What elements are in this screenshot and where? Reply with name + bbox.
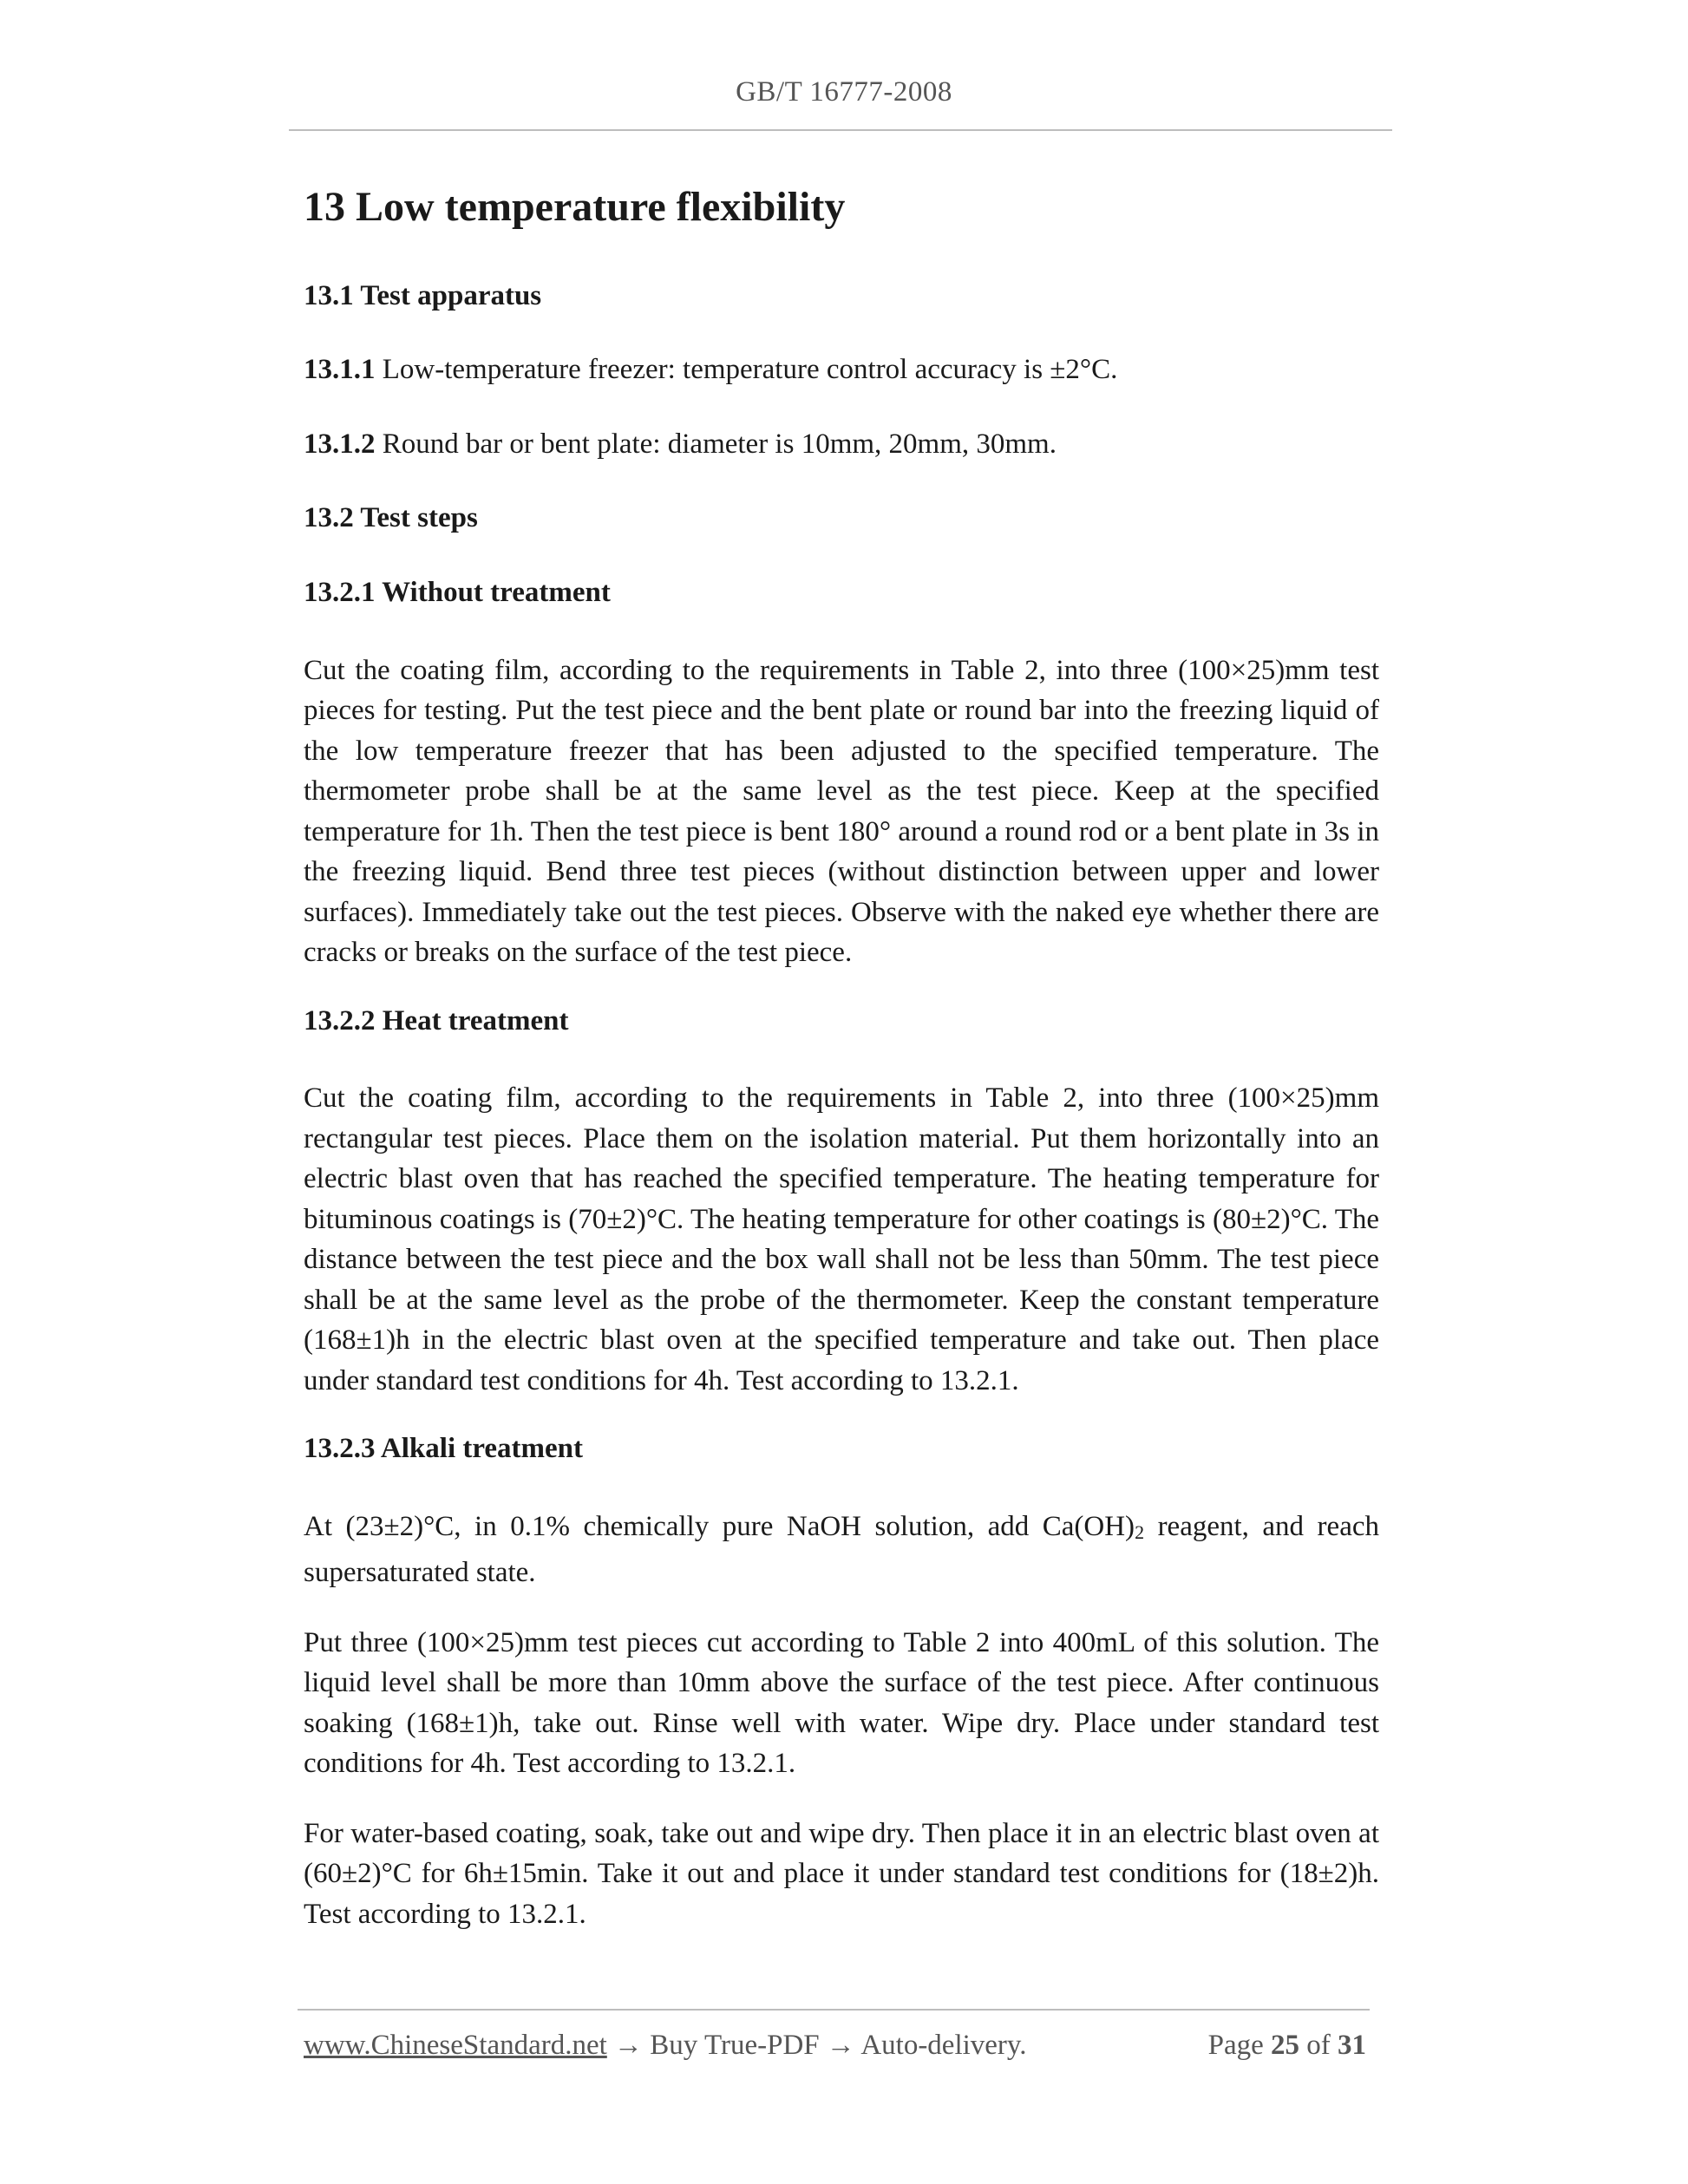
header-divider [289, 129, 1392, 131]
paragraph-water-based: For water-based coating, soak, take out and wipe dry. Then place it in an electric blast oven at (60±2)°C for 6h±15min. Take it out and place it under standard test conditions for (18±2)h. Test according to 13.2.1. [304, 1817, 1379, 1930]
section-title: 13 Low temperature flexibility [304, 184, 846, 230]
clause-text: Low-temperature freezer: temperature control accuracy is ±2°C. [375, 354, 1118, 386]
heading-13-2-3: 13.2.3 Alkali treatment [304, 1433, 584, 1465]
paragraph-alkali-soaking: Put three (100×25)mm test pieces cut according to Table 2 into 400mL of this solution. The liquid level shall be more than 10mm above the surface of the test piece. After continuous soaking (168±1)h, take out. Rinse well with water. Wipe dry. Place under standard test conditions for 4h. Test according to 13.2.1. [304, 1626, 1379, 1780]
clause-number: 13.1.2 [304, 428, 376, 460]
page-label: Page [1207, 2030, 1271, 2061]
of-label: of [1299, 2030, 1338, 2061]
paragraph-alkali-solution [304, 1507, 1379, 1593]
clause-13-1-2 [304, 428, 1379, 462]
paragraph-without-treatment: Cut the coating film, according to the requirements in Table 2, into three (100×25)mm test pieces for testing. Put the test piece and the bent plate or round bar into the freezing liquid of the low temperature freezer that has been adjusted to the specified temperature. The thermometer probe shall be at the same level as the test piece. Keep at the specified temperature for 1h. Then the test piece is bent 180° around a round rod or a bent plate in 3s in the freezing liquid. Bend three test pieces (without distinction between upper and lower surfaces). Immediately take out the test pieces. Observe with the naked eye whether there are cracks or breaks on the surface of the test piece. [304, 654, 1379, 969]
alkali-text-start: At (23±2)°C, in 0.1% chemically pure NaOH solution, add Ca(OH) [304, 1510, 1135, 1542]
footer-divider [298, 2009, 1370, 2011]
clause-number: 13.1.1 [304, 354, 376, 386]
page-content [304, 173, 1379, 1965]
heading-13-1: 13.1 Test apparatus [304, 279, 542, 311]
total-pages-number: 31 [1338, 2030, 1366, 2061]
subscript-two: 2 [1135, 1520, 1145, 1543]
page-indicator [1208, 2030, 1366, 2062]
clause-text: Round bar or bent plate: diameter is 10mm, 20mm, 30mm. [375, 428, 1057, 460]
heading-13-2-1: 13.2.1 Without treatment [304, 576, 611, 608]
website-link[interactable]: www.ChineseStandard.net [304, 2030, 607, 2061]
paragraph-heat-treatment: Cut the coating film, according to the requirements in Table 2, into three (100×25)mm rectangular test pieces. Place them on the isolation material. Put them horizontally into an electric blast oven that has reached the specified temperature. The heating temperature for bituminous coatings is (70±2)°C. The heating temperature for other coatings is (80±2)°C. The distance between the test piece and the box wall shall not be less than 50mm. The test piece shall be at the same level as the probe of the thermometer. Keep the constant temperature (168±1)h in the electric blast oven at the specified temperature and take out. Then place under standard test conditions for 4h. Test according to 13.2.1. [304, 1082, 1379, 1396]
arrow-right-icon: → [606, 2030, 651, 2061]
clause-13-1-1 [304, 353, 1379, 388]
buy-pdf-text: Buy True-PDF [650, 2030, 820, 2061]
heading-13-2: 13.2 Test steps [304, 502, 478, 534]
alkali-text-end: reagent, and reach supersaturated state. [304, 1510, 1379, 1589]
arrow-right-icon: → [819, 2030, 861, 2061]
auto-delivery-text: Auto-delivery. [860, 2030, 1027, 2061]
current-page-number: 25 [1271, 2030, 1299, 2061]
heading-13-2-2: 13.2.2 Heat treatment [304, 1004, 569, 1036]
footer-promo [304, 2030, 1027, 2062]
document-code-header: GB/T 16777-2008 [736, 76, 952, 108]
